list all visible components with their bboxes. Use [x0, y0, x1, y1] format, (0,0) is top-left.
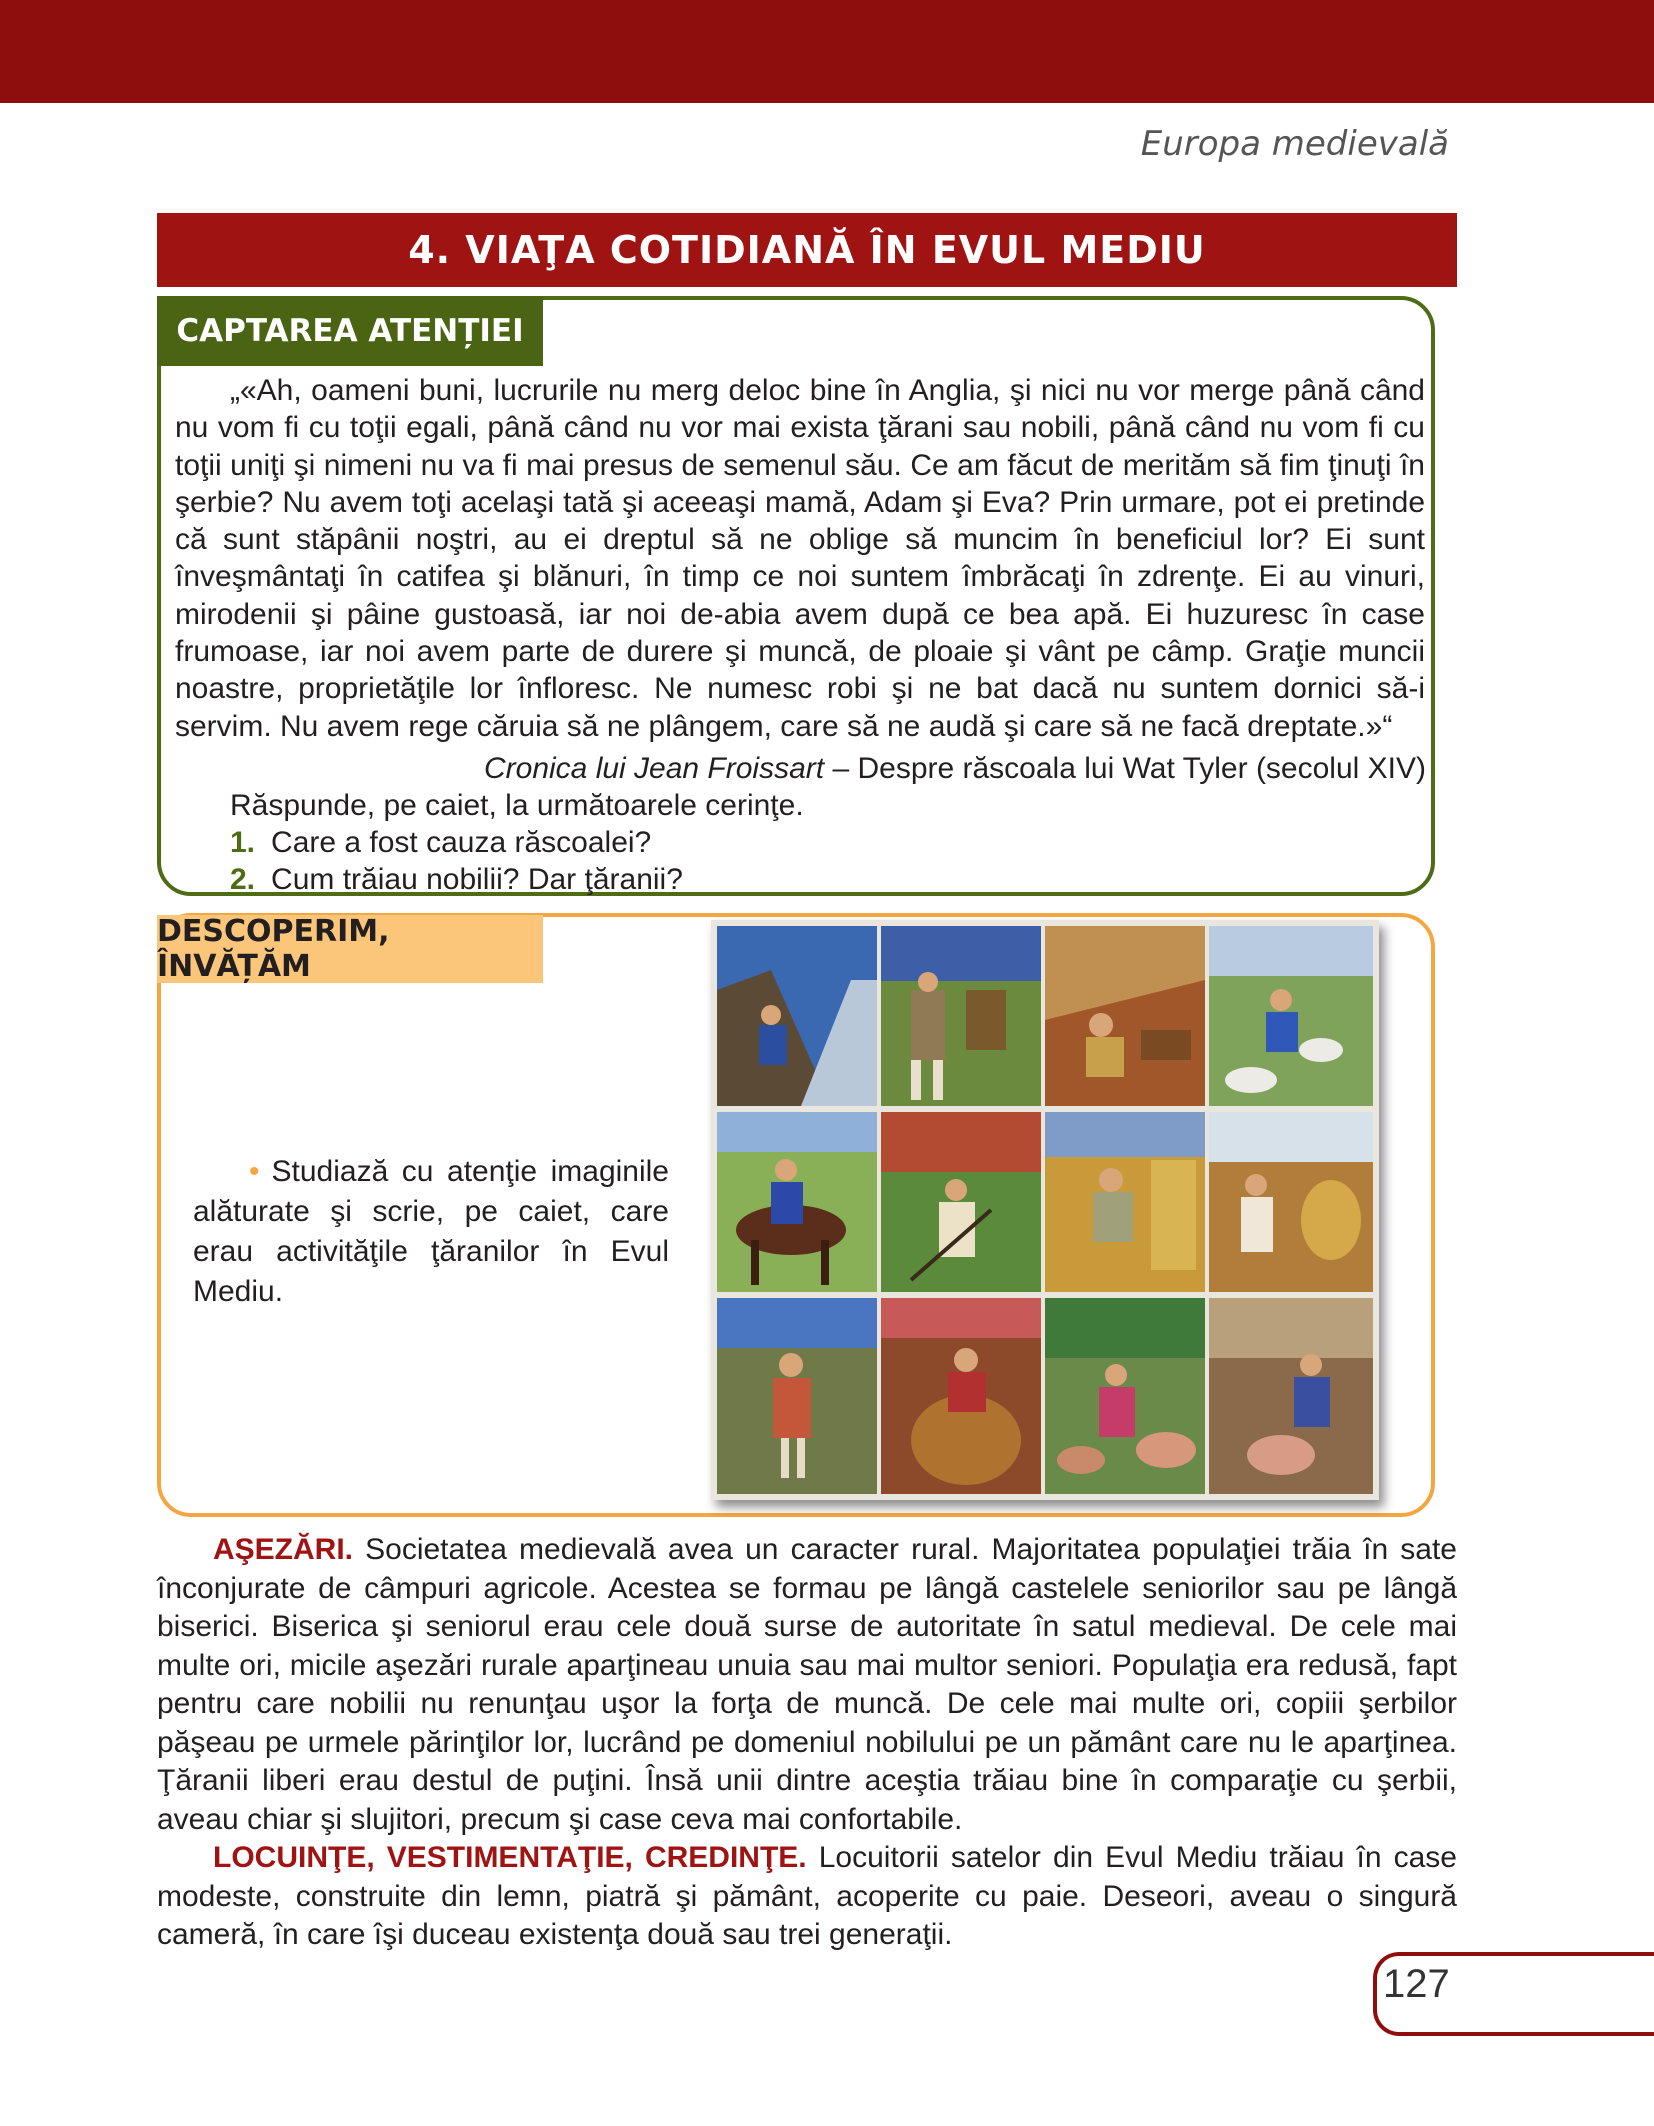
keyword-locuinte: LOCUINŢE, VESTIMENTAŢIE, CREDINŢE. — [213, 1841, 807, 1874]
quote-block — [175, 372, 1425, 745]
labours-mosaic-illustration — [711, 920, 1379, 1500]
question-item — [230, 824, 651, 861]
paragraph-text: Locuitorii satelor din Evul Mediu trăiau în case modeste, construite din lemn, piatră şi pământ, acoperite cu paie. Deseori, aveau o singură cameră, în care îşi duceau existenţa două sau trei generaţii. — [157, 1841, 1457, 1951]
body-text — [157, 1531, 1457, 1955]
source-title: Cronica lui Jean Froissart — [483, 752, 825, 785]
panel-sowing-field — [717, 1298, 877, 1494]
panel-acorn-gathering — [1045, 1298, 1205, 1494]
paragraph-text: Societatea medievală avea un caracter rural. Majoritatea populaţiei trăia în sate înconjurate de câmpuri agricole. Acestea se formau pe lângă castelele seniorilor sau pe lângă biserici. Biserica şi seniorul erau cele două surse de autoritate în satul medieval. De cele mai multe ori, micile aşezări rurale aparţineau unuia sau mai multor seniori. Populaţia era redusă, fapt pentru care nobilii nu renunţau uşor la forţa de muncă. De cele mai multe ori, copiii şerbilor păşeau pe urmele părinţilor lor, lucrând pe domeniul nobilului pe un pământ care nu le aparţinea. Ţăranii liberi erau destul de puţini. Însă unii dintre aceştia trăiau bine în comparaţie cu şerbii, aveau chiar şi slujitori, precum şi case ceva mai confortabile. — [157, 1533, 1457, 1836]
paragraph-asezari — [157, 1531, 1457, 1839]
panel-sowing — [881, 926, 1041, 1106]
panel-mowing — [881, 1112, 1041, 1292]
question-text: Care a fost cauza răscoalei? — [271, 826, 652, 859]
panel-reaping — [1045, 1112, 1205, 1292]
panel-ploughing — [1045, 926, 1205, 1106]
panel-digging — [717, 926, 877, 1106]
question-text: Cum trăiau nobilii? Dar ţăranii? — [271, 863, 683, 896]
source-subtitle: – Despre răscoala lui Wat Tyler (secolul XIV) — [824, 752, 1426, 785]
panel-threshing — [1209, 1112, 1373, 1292]
page-number: 127 — [1383, 1962, 1450, 2006]
bullet-icon: • — [249, 1155, 260, 1188]
quote-text: „«Ah, oameni buni, lucrurile nu merg deloc bine în Anglia, şi nici nu vor merge până când nu vom fi cu toţii egali, până când nu vor mai exista ţărani sau nobili, până când nu vom fi cu toţii uniţi şi nimeni nu va fi mai presus de semenul său. Ce am făcut de merităm să fim ţinuţi în şerbie? Nu avem toţi acelaşi tată şi aceeaşi mamă, Adam şi Eva? Prin urmare, pot ei pretinde că sunt stăpânii noştri, au ei dreptul să ne oblige să muncim în beneficiul lor? Ei sunt înveşmântaţi în catifea şi blănuri, în timp ce noi suntem îmbrăcaţi în zdrenţe. Ei au vinuri, mirodenii şi pâine gustoasă, iar noi de-abia avem după ce bea apă. Ei huzuresc în case frumoase, iar noi avem parte de durere şi muncă, de ploaie şi vânt pe câmp. Graţie muncii noastre, proprietăţile lor înfloresc. Ne numesc robi şi ne bat dacă nu suntem dornici să-i servim. Nu avem rege căruia să ne plângem, care să ne audă şi care să ne facă dreptate.»“ — [175, 374, 1425, 743]
top-color-band — [0, 0, 1654, 103]
running-head: Europa medievală — [1140, 124, 1449, 164]
lesson-title: 4. VIAŢA COTIDIANĂ ÎN EVUL MEDIU — [157, 213, 1457, 287]
panel-pig-slaughter — [1209, 1298, 1373, 1494]
keyword-asezari: AŞEZĂRI. — [213, 1533, 354, 1566]
question-number: 2. — [230, 863, 256, 896]
question-number: 1. — [230, 826, 256, 859]
task-text-block — [193, 1152, 669, 1312]
panel-rider — [717, 1112, 877, 1292]
discover-tag: DESCOPERIM, ÎNVĂȚĂM — [157, 915, 543, 983]
task-text: Studiază cu atenţie imaginile alăturate şi scrie, pe caiet, care erau activităţile ţăranilor în Evul Mediu. — [193, 1155, 669, 1308]
paragraph-locuinte — [157, 1839, 1457, 1955]
attention-tag: CAPTAREA ATENȚIEI — [157, 296, 543, 366]
instruction: Răspunde, pe caiet, la următoarele cerinţe. — [230, 789, 804, 822]
question-item — [230, 861, 683, 898]
medieval-labours-image — [711, 920, 1379, 1500]
panel-shepherd — [1209, 926, 1373, 1106]
quote-source — [484, 750, 1426, 787]
panel-wine-pressing — [881, 1298, 1041, 1494]
